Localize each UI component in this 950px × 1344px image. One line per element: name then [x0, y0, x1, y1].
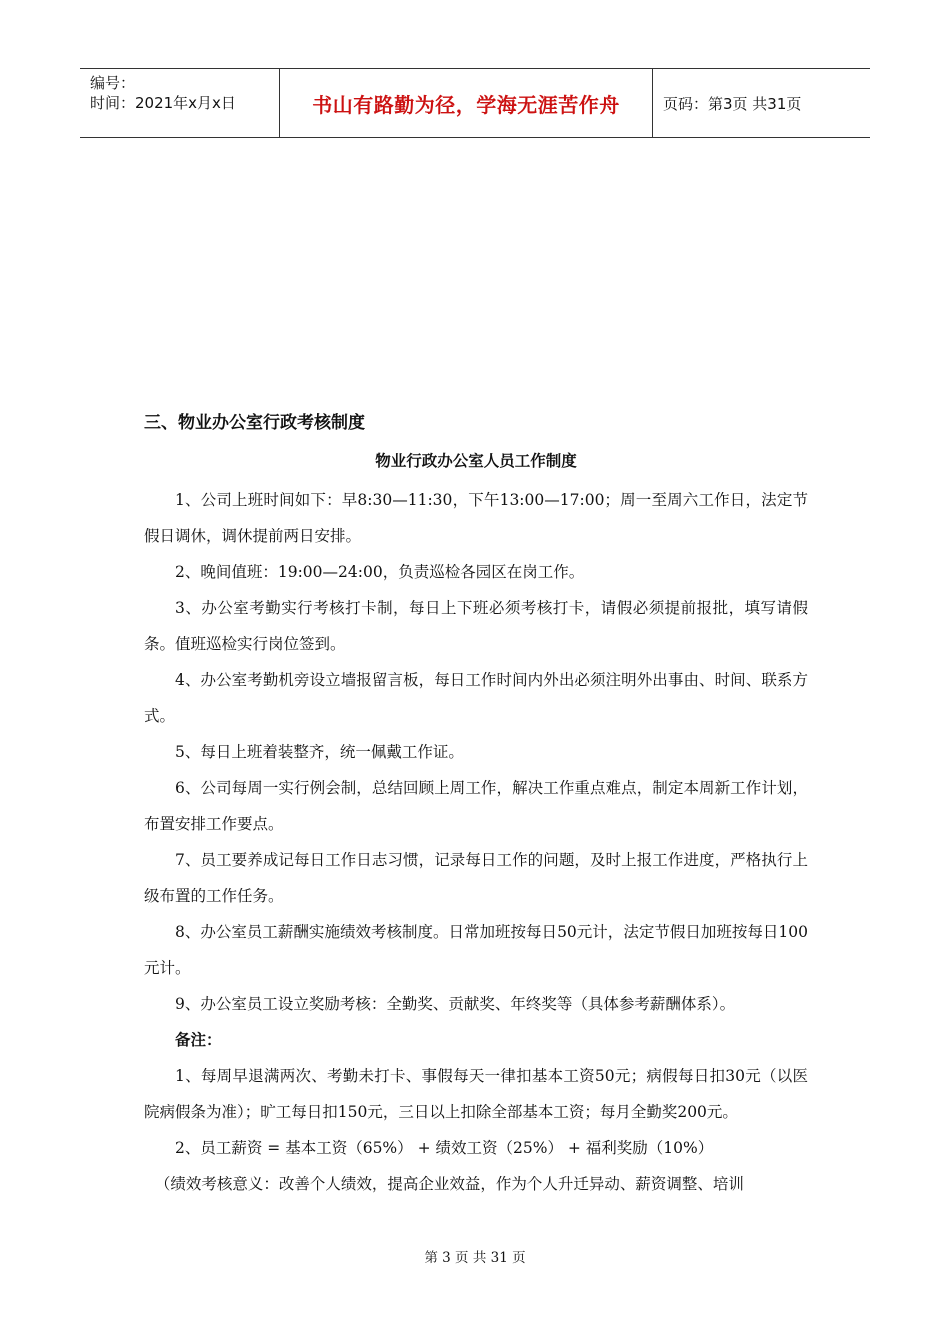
header-page-info: 页码：第3页 共31页: [663, 94, 802, 113]
time-label: 时间：2021年x月x日: [90, 94, 236, 112]
page-footer: 第 3 页 共 31 页: [424, 1250, 526, 1266]
paragraph: 5、每日上班着装整齐，统一佩戴工作证。: [175, 743, 464, 761]
page-header: [80, 68, 870, 138]
remark-label: 备注：: [175, 1031, 222, 1049]
paragraph: 9、办公室员工设立奖励考核：全勤奖、贡献奖、年终奖等（具体参考薪酬体系）。: [175, 995, 736, 1013]
paragraph: 2、晚间值班：19:00—24:00，负责巡检各园区在岗工作。: [175, 563, 585, 581]
tail-paragraph: （绩效考核意义：改善个人绩效，提高企业效益，作为个人升迁异动、薪资调整、培训: [154, 1175, 744, 1193]
paragraph: 3、办公室考勤实行考核打卡制，每日上下班必须考核打卡，请假必须提前报批，填写请假条。值班巡检实行岗位签到。: [144, 599, 808, 653]
paragraph: 4、办公室考勤机旁设立墙报留言板，每日工作时间内外出必须注明外出事由、时间、联系方式。: [144, 671, 808, 725]
paragraph: 7、员工要养成记每日工作日志习惯，记录每日工作的问题，及时上报工作进度，严格执行上级布置的工作任务。: [144, 851, 808, 905]
paragraph: 8、办公室员工薪酬实施绩效考核制度。日常加班按每日50元计，法定节假日加班按每日100元计。: [144, 923, 808, 977]
section-title: 三、物业办公室行政考核制度: [144, 413, 365, 433]
document-title: 物业行政办公室人员工作制度: [375, 452, 577, 470]
remark-item: 2、员工薪资 = 基本工资（65%） + 绩效工资（25%） + 福利奖励（10%）: [175, 1139, 714, 1157]
number-label: 编号：: [90, 74, 136, 92]
remark-item: 1、每周早退满两次、考勤未打卡、事假每天一律扣基本工资50元；病假每日扣30元（以医院病假条为准）；旷工每日扣150元，三日以上扣除全部基本工资；每月全勤奖200元。: [144, 1067, 808, 1121]
document-body: [144, 410, 808, 1202]
header-motto: 书山有路勤为径，学海无涯苦作舟: [280, 69, 653, 137]
paragraph: 1、公司上班时间如下：早8:30—11:30，下午13:00—17:00；周一至周六工作日，法定节假日调休，调休提前两日安排。: [144, 491, 808, 545]
header-meta: [80, 69, 280, 137]
paragraph: 6、公司每周一实行例会制，总结回顾上周工作，解决工作重点难点，制定本周新工作计划，布置安排工作要点。: [144, 779, 808, 833]
